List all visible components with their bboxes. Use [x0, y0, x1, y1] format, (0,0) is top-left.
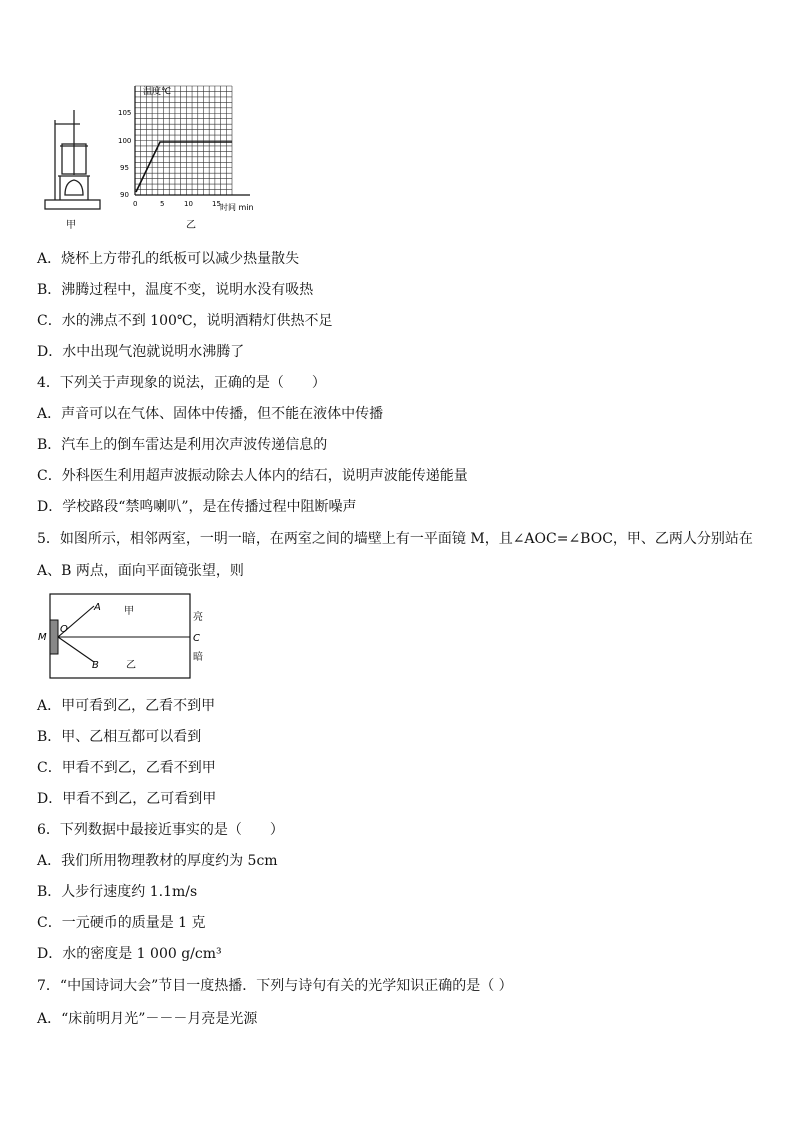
label-a: A [94, 602, 101, 613]
q6-option-d: D．水的密度是 1 000 g/cm³ [37, 946, 222, 962]
q4-option-d: D．学校路段“禁鸣喇叭”，是在传播过程中阻断噪声 [37, 499, 357, 515]
y-axis-label: 温度℃ [143, 87, 172, 97]
x-axis-label: 时间 min [220, 203, 254, 212]
q5-option-b: B．甲、乙相互都可以看到 [37, 729, 202, 745]
y-tick-90: 90 [120, 191, 129, 199]
q5-option-d: D．甲看不到乙，乙可看到甲 [37, 791, 217, 807]
graph-label: 乙 [186, 220, 196, 231]
y-tick-105: 105 [118, 109, 132, 117]
y-tick-100: 100 [118, 137, 132, 145]
stand-base [45, 200, 100, 209]
graph-grid [135, 86, 232, 195]
q4-option-a: A．声音可以在气体、固体中传播，但不能在液体中传播 [37, 406, 384, 422]
apparatus-drawing [45, 110, 100, 209]
q3-option-c: C．水的沸点不到 100℃，说明酒精灯供热不足 [37, 313, 333, 329]
q5-stem-line1: 5．如图所示，相邻两室，一明一暗，在两室之间的墙壁上有一平面镜 M，且∠AOC=∠BOC，甲、乙两人分别站在 [37, 531, 753, 547]
label-bright: 亮 [193, 612, 203, 623]
alcohol-lamp [65, 180, 83, 195]
mirror-figure-svg [36, 590, 216, 682]
x-tick-15: 15 [212, 200, 221, 208]
label-b: B [92, 660, 99, 671]
q3-option-d: D．水中出现气泡就说明水沸腾了 [37, 344, 245, 360]
boiling-experiment-figure [40, 80, 290, 235]
label-dark: 暗 [193, 652, 203, 663]
ray-ob [58, 637, 94, 662]
mirror-rooms-figure [36, 590, 216, 682]
q4-option-c: C．外科医生利用超声波振动除去人体内的结石，说明声波能传递能量 [37, 468, 468, 484]
q3-option-a: A．烧杯上方带孔的纸板可以减少热量散失 [37, 251, 300, 267]
x-tick-10: 10 [184, 200, 193, 208]
room-outline [50, 594, 190, 678]
label-o: O [60, 624, 68, 635]
q6-stem: 6．下列数据中最接近事实的是（ ） [37, 822, 284, 838]
q6-option-b: B．人步行速度约 1.1m/s [37, 884, 198, 900]
q4-stem: 4．下列关于声现象的说法，正确的是（ ） [37, 375, 326, 391]
q5-stem-line2: A、B 两点，面向平面镜张望，则 [37, 563, 244, 579]
q6-option-c: C．一元硬币的质量是 1 克 [37, 915, 206, 931]
q7-option-a: A．“床前明月光”－－－月亮是光源 [37, 1011, 258, 1027]
label-jia: 甲 [124, 606, 134, 617]
q5-option-a: A．甲可看到乙，乙看不到甲 [37, 698, 216, 714]
q3-option-b: B．沸腾过程中，温度不变，说明水没有吸热 [37, 282, 314, 298]
x-tick-5: 5 [160, 200, 165, 208]
q6-option-a: A．我们所用物理教材的厚度约为 5cm [37, 853, 278, 869]
y-tick-95: 95 [120, 164, 129, 172]
q5-option-c: C．甲看不到乙，乙看不到甲 [37, 760, 216, 776]
label-yi: 乙 [126, 660, 136, 671]
boiling-figure-svg [40, 80, 290, 235]
label-c: C [193, 633, 200, 644]
temperature-curve [136, 142, 232, 192]
temperature-graph [118, 85, 254, 212]
q4-option-b: B．汽车上的倒车雷达是利用次声波传递信息的 [37, 437, 328, 453]
apparatus-label: 甲 [66, 220, 76, 231]
label-m: M [38, 632, 47, 643]
x-tick-0: 0 [133, 200, 138, 208]
plane-mirror [50, 620, 58, 654]
q7-stem: 7．“中国诗词大会”节目一度热播．下列与诗句有关的光学知识正确的是（ ） [37, 978, 513, 994]
